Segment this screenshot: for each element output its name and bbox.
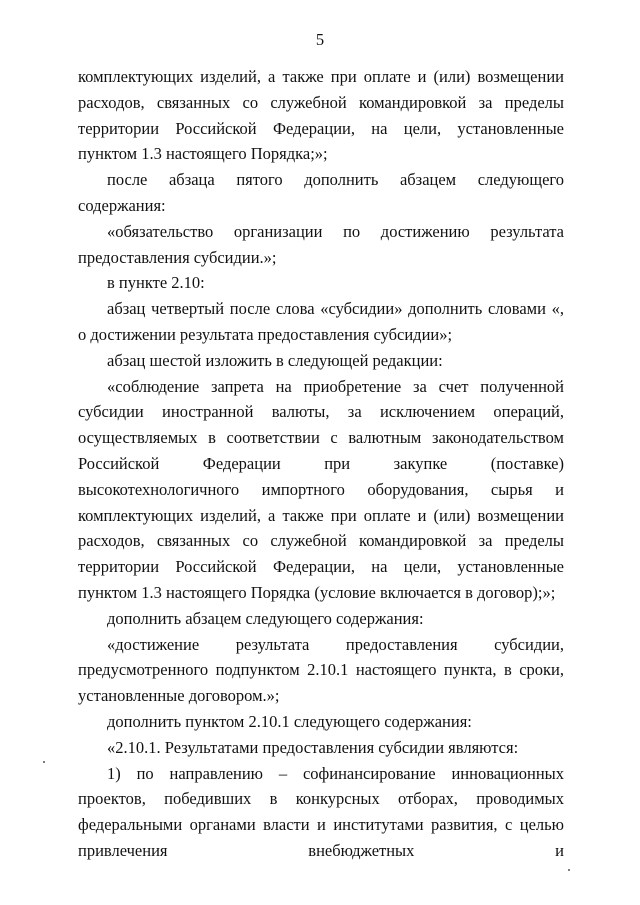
paragraph-obligation: «обязательство организации по достижению результата предоставления субсидии.»; (78, 221, 564, 267)
paragraph-continuation: комплектующих изделий, а также при оплате и (или) возмещении расходов, связанных со служебной командировкой за пределы территории Российской Федерации, на цели, установленные пунктом 1.3 настоящего Порядка;»; (78, 67, 564, 164)
page-number: 5 (315, 30, 325, 49)
paragraph-after-fifth: после абзаца пятого дополнить абзацем следующего содержания: (78, 170, 564, 215)
paragraph-result-achievement: «достижение результата предоставления субсидии, предусмотренного подпунктом 2.10.1 настоящего пункта, в сроки, установленные договором.»; (78, 634, 564, 706)
paragraph-clause-2-10: в пункте 2.10: (107, 273, 205, 293)
document-body (78, 64, 564, 864)
paragraph-direction-1: 1) по направлению – софинансирование инновационных проектов, победивших в конкурсных отборах, проводимых федеральными органами власти и институтами развития, с целью привлечения внебюджетных и (78, 763, 564, 860)
paragraph-fourth-addition: абзац четвертый после слова «субсидии» дополнить словами «, о достижении результата предоставления субсидии»; (78, 299, 564, 344)
paragraph-add-clause: дополнить пунктом 2.10.1 следующего содержания: (107, 711, 472, 731)
paragraph-sixth-heading: абзац шестой изложить в следующей редакции: (107, 350, 443, 370)
paragraph-clause-2-10-1: «2.10.1. Результатами предоставления субсидии являются: (107, 737, 519, 757)
paragraph-currency-ban: «соблюдение запрета на приобретение за счет полученной субсидии иностранной валюты, за исключением операций, осуществляемых в соответствии с валютным законодательством Российской Федерации при закупке (поставке) высокотехнологичного импортного оборудования, сырья и комплектующих изделий, а также при оплате и (или) возмещении расходов, связанных со служебной командировкой за пределы территории Российской Федерации, на цели, установленные пунктом 1.3 настоящего Порядка (условие включается в договор);»; (78, 376, 564, 602)
scan-speck (43, 761, 45, 763)
scan-speck (568, 869, 570, 871)
paragraph-add-heading: дополнить абзацем следующего содержания: (107, 608, 424, 628)
